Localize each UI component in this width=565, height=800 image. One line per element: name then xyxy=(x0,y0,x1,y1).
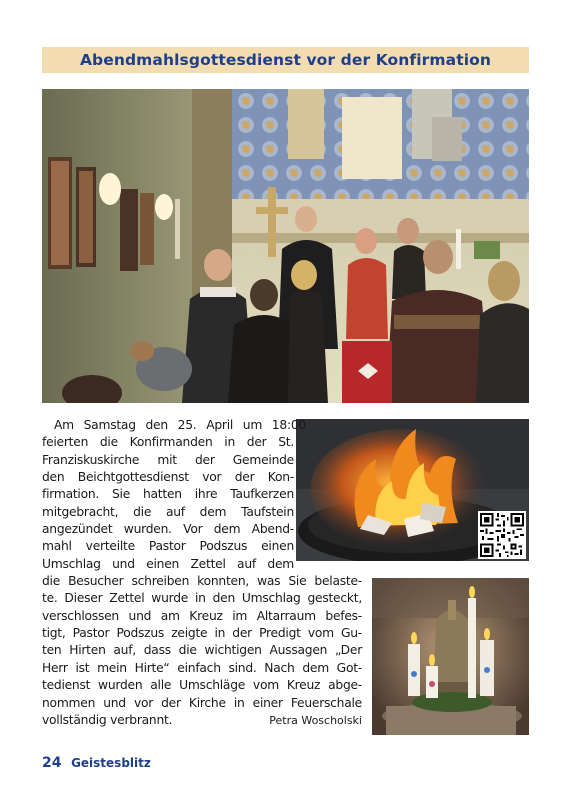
text-line: Herr ist mein Hirte“ einfach sind. Nach dem Got- xyxy=(42,660,362,675)
qr-code-icon xyxy=(478,511,526,559)
text-line: die Besucher schreiben konnten, was Sie belaste- xyxy=(42,574,362,589)
text-line: ten Hirten auf, dass die wichtigen Aussagen „Der xyxy=(42,643,362,658)
text-line: den Beichtgottesdienst vor der Kon- xyxy=(42,470,294,485)
church-photo xyxy=(42,89,529,403)
text-line: mitgebracht, die auf dem Taufstein xyxy=(42,504,294,519)
text-line: Franziskuskirche mit der Gemeinde xyxy=(42,452,294,467)
article-title: Abendmahlsgottesdienst vor der Konfirmation xyxy=(79,51,492,69)
text-line: feierten die Konfirmanden in der St. xyxy=(42,435,294,450)
text-line: vollständig verbrannt. xyxy=(42,712,173,727)
text-line: verschlossen und am Kreuz im Altarraum befes- xyxy=(42,608,362,623)
text-line-last xyxy=(42,712,362,729)
text-line: tedienst wurden alle Umschläge vom Kreuz abge- xyxy=(42,678,362,693)
candles-photo xyxy=(372,578,529,735)
text-line: mahl verteilte Pastor Podszus einen xyxy=(42,539,294,554)
page-footer xyxy=(42,752,151,771)
magazine-name: Geistesblitz xyxy=(71,756,151,770)
text-line: Am Samstag den 25. April um 18:00 xyxy=(54,418,306,432)
text-line: firmation. Sie hatten ihre Taufkerzen xyxy=(42,487,294,502)
text-line: te. Dieser Zettel wurde in den Umschlag gesteckt, xyxy=(42,591,362,606)
page-number: 24 xyxy=(42,755,62,771)
text-line: nommen und vor der Kirche in einer Feuerschale xyxy=(42,695,362,710)
text-line: angezündet wurden. Vor dem Abend- xyxy=(42,522,294,537)
title-bar xyxy=(42,47,529,73)
author-name: Petra Woscholski xyxy=(269,713,362,727)
article-body xyxy=(42,417,362,729)
text-line: Umschlag und einen Zettel auf dem xyxy=(42,556,294,571)
text-line: tigt, Pastor Podszus zeigte in der Predigt vom Gu- xyxy=(42,626,362,641)
